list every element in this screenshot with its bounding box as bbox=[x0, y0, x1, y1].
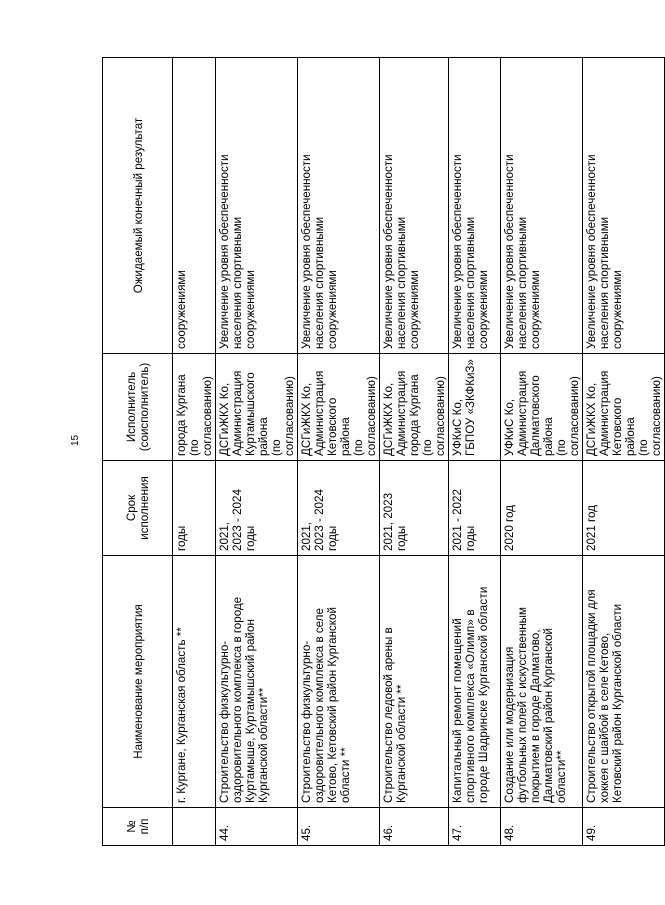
row-number: 49. bbox=[583, 808, 665, 846]
row-executor: УФКиС Ко, ГБПОУ «ЗКФКиЗ» bbox=[449, 354, 501, 461]
row-result: сооружениями bbox=[173, 58, 216, 354]
page-number: 15 bbox=[70, 434, 81, 446]
header-name: Наименование мероприятия bbox=[103, 556, 173, 808]
row-name: г. Кургане, Курганская область ** bbox=[173, 556, 216, 808]
table-row bbox=[173, 58, 216, 846]
row-term: 2021, 2023 годы bbox=[380, 461, 449, 556]
row-name: Создание или модернизация футбольных полей с искусственным покрытием в городе Далматово, Далматовский район Курганской области** bbox=[501, 556, 583, 808]
table-row bbox=[501, 58, 583, 846]
row-result: Увеличение уровня обеспеченности населения спортивными сооружениями bbox=[216, 58, 298, 354]
row-executor: УФКиС Ко, Администрация Далматовского района (по согласованию) bbox=[501, 354, 583, 461]
row-term: 2021, 2023 - 2024 годы bbox=[298, 461, 380, 556]
row-name: Строительство физкультурно- оздоровительного комплекса в селе Кетово, Кетовский район Курганской области ** bbox=[298, 556, 380, 808]
row-executor: города Кургана (по согласованию) bbox=[173, 354, 216, 461]
row-number: 48. bbox=[501, 808, 583, 846]
table-row bbox=[583, 58, 665, 846]
row-number: 47. bbox=[449, 808, 501, 846]
header-result: Ожидаемый конечный результат bbox=[103, 58, 173, 354]
header-term: Срок исполнения bbox=[103, 461, 173, 556]
row-result: Увеличение уровня обеспеченности населения спортивными сооружениями bbox=[449, 58, 501, 354]
table-header-row bbox=[103, 58, 173, 846]
table-row bbox=[216, 58, 298, 846]
row-number: 46. bbox=[380, 808, 449, 846]
table-row bbox=[298, 58, 380, 846]
row-result: Увеличение уровня обеспеченности населения спортивными сооружениями bbox=[298, 58, 380, 354]
row-term: 2021 - 2022 годы bbox=[449, 461, 501, 556]
row-name: Строительство открытой площадки для хоккея с шайбой в селе Кетово, Кетовский район Курганской области bbox=[583, 556, 665, 808]
row-name: Капитальный ремонт помещений спортивного комплекса «Олимп» в городе Шадринске Курганской области bbox=[449, 556, 501, 808]
table-row bbox=[449, 58, 501, 846]
row-executor: ДСГиЖКХ Ко, Администрация города Кургана (по согласованию) bbox=[380, 354, 449, 461]
measures-table bbox=[102, 57, 665, 846]
row-result: Увеличение уровня обеспеченности населения спортивными сооружениями bbox=[501, 58, 583, 354]
table-container bbox=[102, 58, 663, 846]
row-executor: ДСГиЖКХ Ко, Администрация Куртамышского района (по согласованию) bbox=[216, 354, 298, 461]
row-name: Строительство физкультурно- оздоровительного комплекса в городе Куртамыше, Куртамышский район Курганской области** bbox=[216, 556, 298, 808]
header-number: № п/п bbox=[103, 808, 173, 846]
row-term: 2020 год bbox=[501, 461, 583, 556]
row-number: 45. bbox=[298, 808, 380, 846]
row-result: Увеличение уровня обеспеченности населения спортивными сооружениями bbox=[583, 58, 665, 354]
table-row bbox=[380, 58, 449, 846]
row-term: годы bbox=[173, 461, 216, 556]
row-executor: ДСГиЖКХ Ко, Администрация Кетовского района (по согласованию) bbox=[583, 354, 665, 461]
row-name: Строительство ледовой арены в Курганской области ** bbox=[380, 556, 449, 808]
row-executor: ДСГиЖКХ Ко, Администрация Кетовского района (по согласованию) bbox=[298, 354, 380, 461]
row-term: 2021, 2023 - 2024 годы bbox=[216, 461, 298, 556]
header-executor: Исполнитель (соисполнитель) bbox=[103, 354, 173, 461]
row-number: 44. bbox=[216, 808, 298, 846]
row-term: 2021 год bbox=[583, 461, 665, 556]
row-number bbox=[173, 808, 216, 846]
row-result: Увеличение уровня обеспеченности населения спортивными сооружениями bbox=[380, 58, 449, 354]
